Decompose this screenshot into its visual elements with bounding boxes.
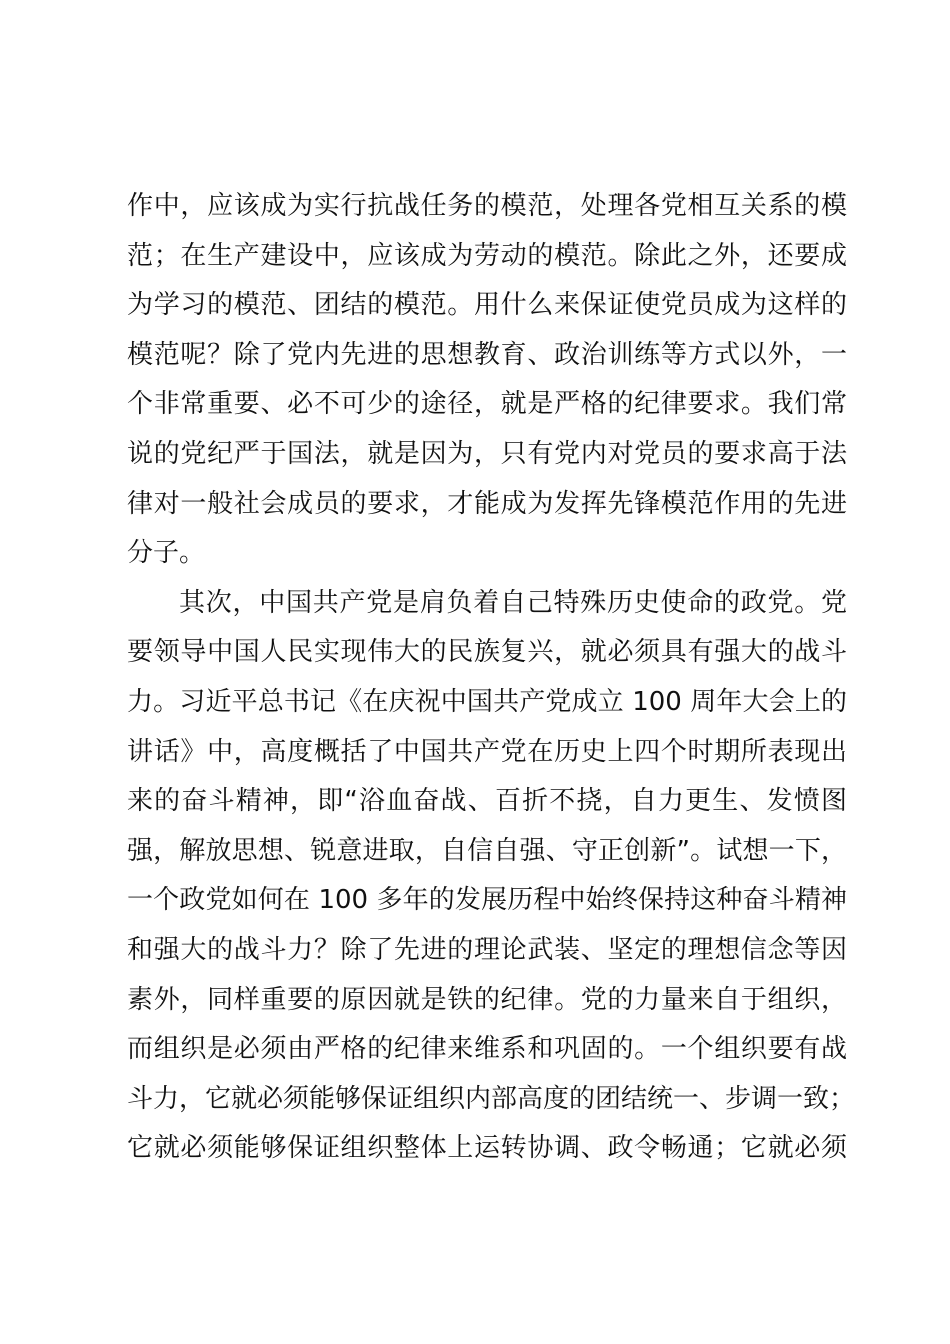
text-line: 模范呢？除了党内先进的思想教育、政治训练等方式以外，一 [127,339,847,370]
body-text [127,182,856,1174]
text-line: 分子。 [127,538,206,569]
text-line: 其次，中国共产党是肩负着自己特殊历史使命的政党。党 [179,587,847,618]
text-line: 它就必须能够保证组织整体上运转协调、政令畅通；它就必须 [127,1133,847,1164]
text-line: 和强大的战斗力？除了先进的理论武装、坚定的理想信念等因 [127,934,847,965]
text-line: 讲话》中，高度概括了中国共产党在历史上四个时期所表现出 [127,736,847,767]
text-line: 力。习近平总书记《在庆祝中国共产党成立 100 周年大会上的 [127,686,847,717]
text-line: 作中，应该成为实行抗战任务的模范，处理各党相互关系的模 [127,191,847,221]
text-line: 要领导中国人民实现伟大的民族复兴，就必须具有强大的战斗 [127,637,847,668]
paragraph-2 [127,579,856,1174]
text-line: 个非常重要、必不可少的途径，就是严格的纪律要求。我们常 [127,389,847,420]
text-line: 来的奋斗精神，即“浴血奋战、百折不挠，自力更生、发愤图 [127,786,847,817]
text-line: 强，解放思想、锐意进取，自信自强、守正创新”。试想一下， [127,835,847,866]
text-line: 范；在生产建设中，应该成为劳动的模范。除此之外，还要成 [127,240,847,271]
paragraph-1 [127,182,847,579]
text-line: 说的党纪严于国法，就是因为，只有党内对党员的要求高于法 [127,438,847,469]
text-line: 一个政党如何在 100 多年的发展历程中始终保持这种奋斗精神 [127,885,847,916]
text-line: 为学习的模范、团结的模范。用什么来保证使党员成为这样的 [127,290,847,321]
text-line: 而组织是必须由严格的纪律来维系和巩固的。一个组织要有战 [127,1034,847,1065]
text-line: 律对一般社会成员的要求，才能成为发挥先锋模范作用的先进 [127,488,847,519]
text-line: 素外，同样重要的原因就是铁的纪律。党的力量来自于组织， [127,984,847,1015]
text-line: 斗力，它就必须能够保证组织内部高度的团结统一、步调一致； [127,1083,856,1114]
